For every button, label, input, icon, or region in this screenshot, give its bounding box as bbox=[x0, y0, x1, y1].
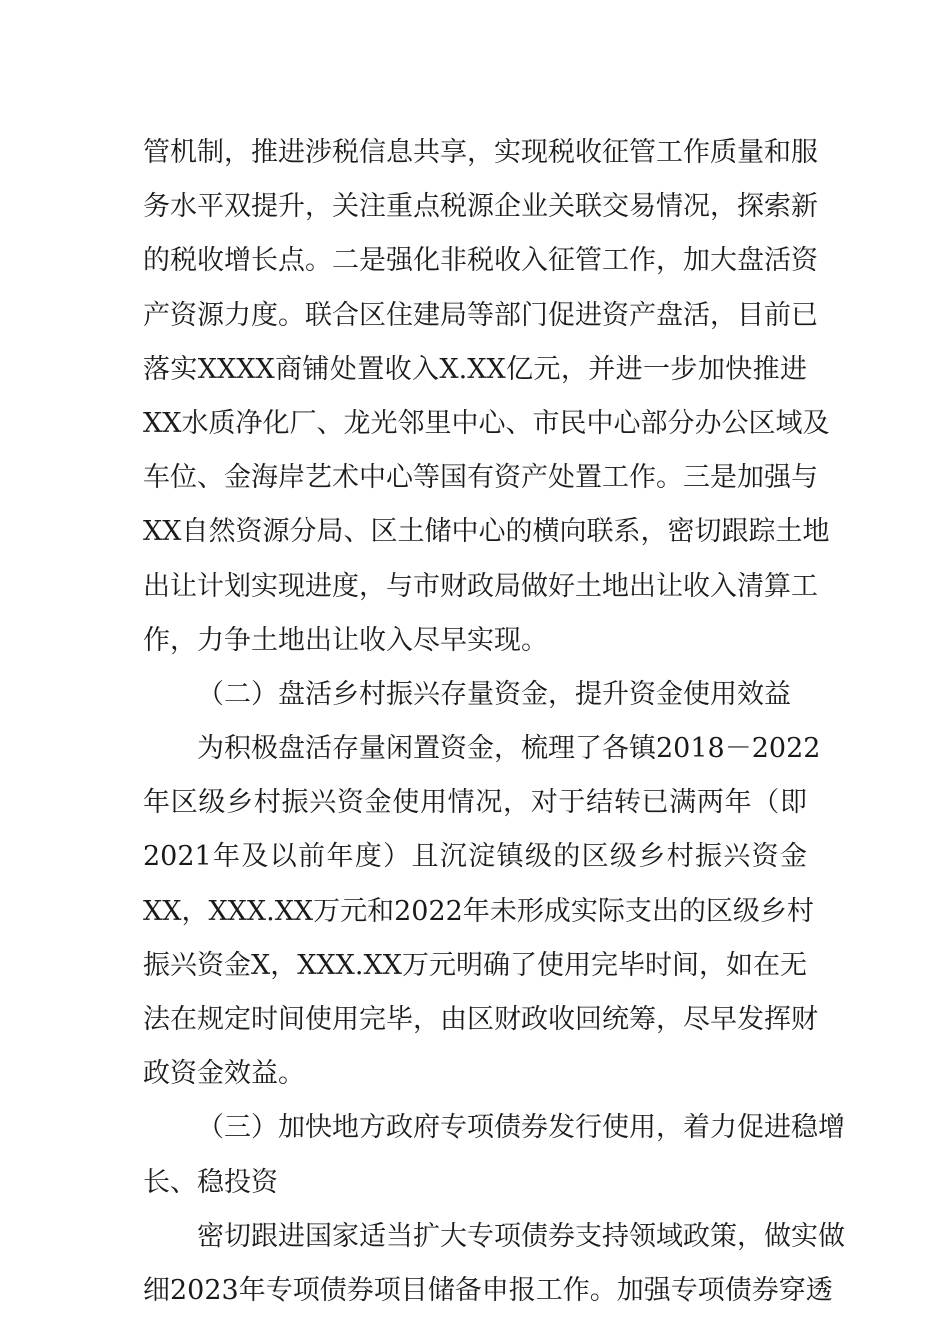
text-line: 政资金效益。 bbox=[143, 1058, 305, 1090]
text-line: XX，XXX.XX万元和2022年未形成实际支出的区级乡村 bbox=[143, 895, 814, 927]
text-line: 务水平双提升，关注重点税源企业关联交易情况，探索新 bbox=[143, 191, 818, 223]
text-line: 管机制，推进涉税信息共享，实现税收征管工作质量和服 bbox=[143, 137, 818, 168]
text-line: 产资源力度。联合区住建局等部门促进资产盘活，目前已 bbox=[143, 299, 818, 331]
text-line: 的税收增长点。二是强化非税收入征管工作，加大盘活资 bbox=[143, 245, 818, 277]
text-line: 法在规定时间使用完毕，由区财政收回统筹，尽早发挥财 bbox=[143, 1004, 818, 1035]
text-line: 年区级乡村振兴资金使用情况，对于结转已满两年（即 bbox=[143, 787, 807, 819]
text-line: 作，力争土地出让收入尽早实现。 bbox=[143, 624, 548, 656]
text-line: XX自然资源分局、区土储中心的横向联系，密切跟踪土地 bbox=[143, 516, 830, 548]
text-line: 为积极盘活存量闲置资金，梳理了各镇2018－2022 bbox=[197, 733, 821, 765]
heading-text: 长、稳投资 bbox=[143, 1166, 278, 1198]
text-line: 细2023年专项债券项目储备申报工作。加强专项债券穿透 bbox=[143, 1274, 833, 1306]
paragraph-rural-revitalization-funds bbox=[143, 722, 821, 1101]
section-heading-2 bbox=[143, 668, 807, 722]
paragraph-special-bonds bbox=[143, 1210, 845, 1318]
text-line: 车位、金海岸艺术中心等国有资产处置工作。三是加强与 bbox=[143, 462, 818, 494]
paragraph-revenue-management bbox=[143, 126, 830, 668]
heading-text: （二）盘活乡村振兴存量资金，提升资金使用效益 bbox=[197, 678, 791, 710]
text-line: 出让计划实现进度，与市财政局做好土地出让收入清算工 bbox=[143, 570, 818, 602]
section-heading-3 bbox=[143, 1101, 845, 1209]
text-line: 振兴资金X，XXX.XX万元明确了使用完毕时间，如在无 bbox=[143, 949, 807, 981]
heading-text: （三）加快地方政府专项债券发行使用，着力促进稳增 bbox=[197, 1112, 845, 1144]
document-body bbox=[143, 126, 845, 1318]
text-line: 2021年及以前年度）且沉淀镇级的区级乡村振兴资金 bbox=[143, 841, 807, 873]
text-line: 落实XXXX商铺处置收入X.XX亿元，并进一步加快推进 bbox=[143, 353, 807, 385]
text-line: 密切跟进国家适当扩大专项债券支持领域政策，做实做 bbox=[197, 1220, 845, 1252]
text-line: XX水质净化厂、龙光邻里中心、市民中心部分办公区域及 bbox=[143, 407, 830, 439]
